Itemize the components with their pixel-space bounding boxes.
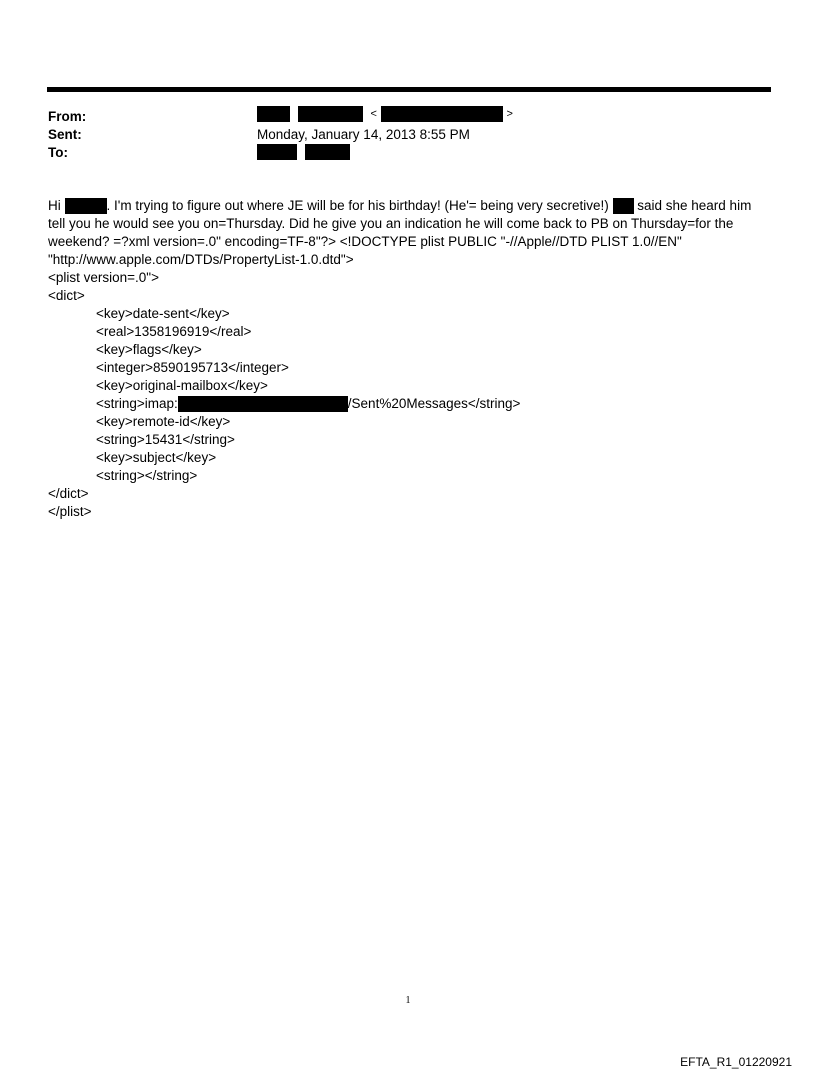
redaction-block xyxy=(65,198,107,214)
from-value xyxy=(257,106,513,122)
redaction-block xyxy=(613,198,634,214)
email-body xyxy=(48,197,770,521)
key-date-sent: <key>date-sent</key> xyxy=(96,306,230,321)
from-label: From: xyxy=(48,109,87,124)
key-flags: <key>flags</key> xyxy=(96,342,202,357)
top-rule xyxy=(47,87,771,92)
body-text: Hi xyxy=(48,198,65,213)
key-original-mailbox: <key>original-mailbox</key> xyxy=(96,378,268,393)
real-value: <real>1358196919</real> xyxy=(96,324,252,339)
redaction-block xyxy=(381,106,503,122)
string-remote-id: <string>15431</string> xyxy=(96,432,235,447)
page-number: 1 xyxy=(405,995,411,1006)
plist-open: <plist version=.0"> xyxy=(48,270,159,285)
body-line: tell you he would see you on=Thursday. Did he give you an indication he will come back to PB on Thursday=for the xyxy=(48,216,734,231)
plist-close: </plist> xyxy=(48,504,92,519)
string-imap xyxy=(48,395,770,413)
from-close-bracket: > xyxy=(506,108,513,121)
redaction-block xyxy=(298,106,363,122)
redaction-block xyxy=(178,396,348,412)
body-text: /Sent%20Messages</string> xyxy=(347,396,521,411)
body-text: . I'm trying to figure out where JE will be for his birthday! (He'= being very secretive!) xyxy=(106,198,613,213)
integer-value: <integer>8590195713</integer> xyxy=(96,360,289,375)
body-line: weekend? =?xml version=.0" encoding=TF-8"?> <!DOCTYPE plist PUBLIC "-//Apple//DTD PLIST 1.0//EN" xyxy=(48,234,682,249)
body-line xyxy=(48,197,770,215)
redaction-block xyxy=(305,144,350,160)
body-text: <string>imap: xyxy=(96,396,178,411)
key-remote-id: <key>remote-id</key> xyxy=(96,414,231,429)
document-id: EFTA_R1_01220921 xyxy=(680,1055,792,1069)
key-subject: <key>subject</key> xyxy=(96,450,217,465)
dict-close: </dict> xyxy=(48,486,89,501)
body-line: "http://www.apple.com/DTDs/PropertyList-1.0.dtd"> xyxy=(48,252,354,267)
sent-value: Monday, January 14, 2013 8:55 PM xyxy=(257,127,470,142)
string-subject: <string></string> xyxy=(96,468,198,483)
redaction-block xyxy=(257,144,297,160)
body-text: said she heard him xyxy=(633,198,752,213)
dict-open: <dict> xyxy=(48,288,85,303)
redaction-block xyxy=(257,106,290,122)
sent-label: Sent: xyxy=(48,127,82,142)
to-label: To: xyxy=(48,145,68,160)
from-open-bracket: < xyxy=(370,108,377,121)
to-value xyxy=(257,144,350,160)
